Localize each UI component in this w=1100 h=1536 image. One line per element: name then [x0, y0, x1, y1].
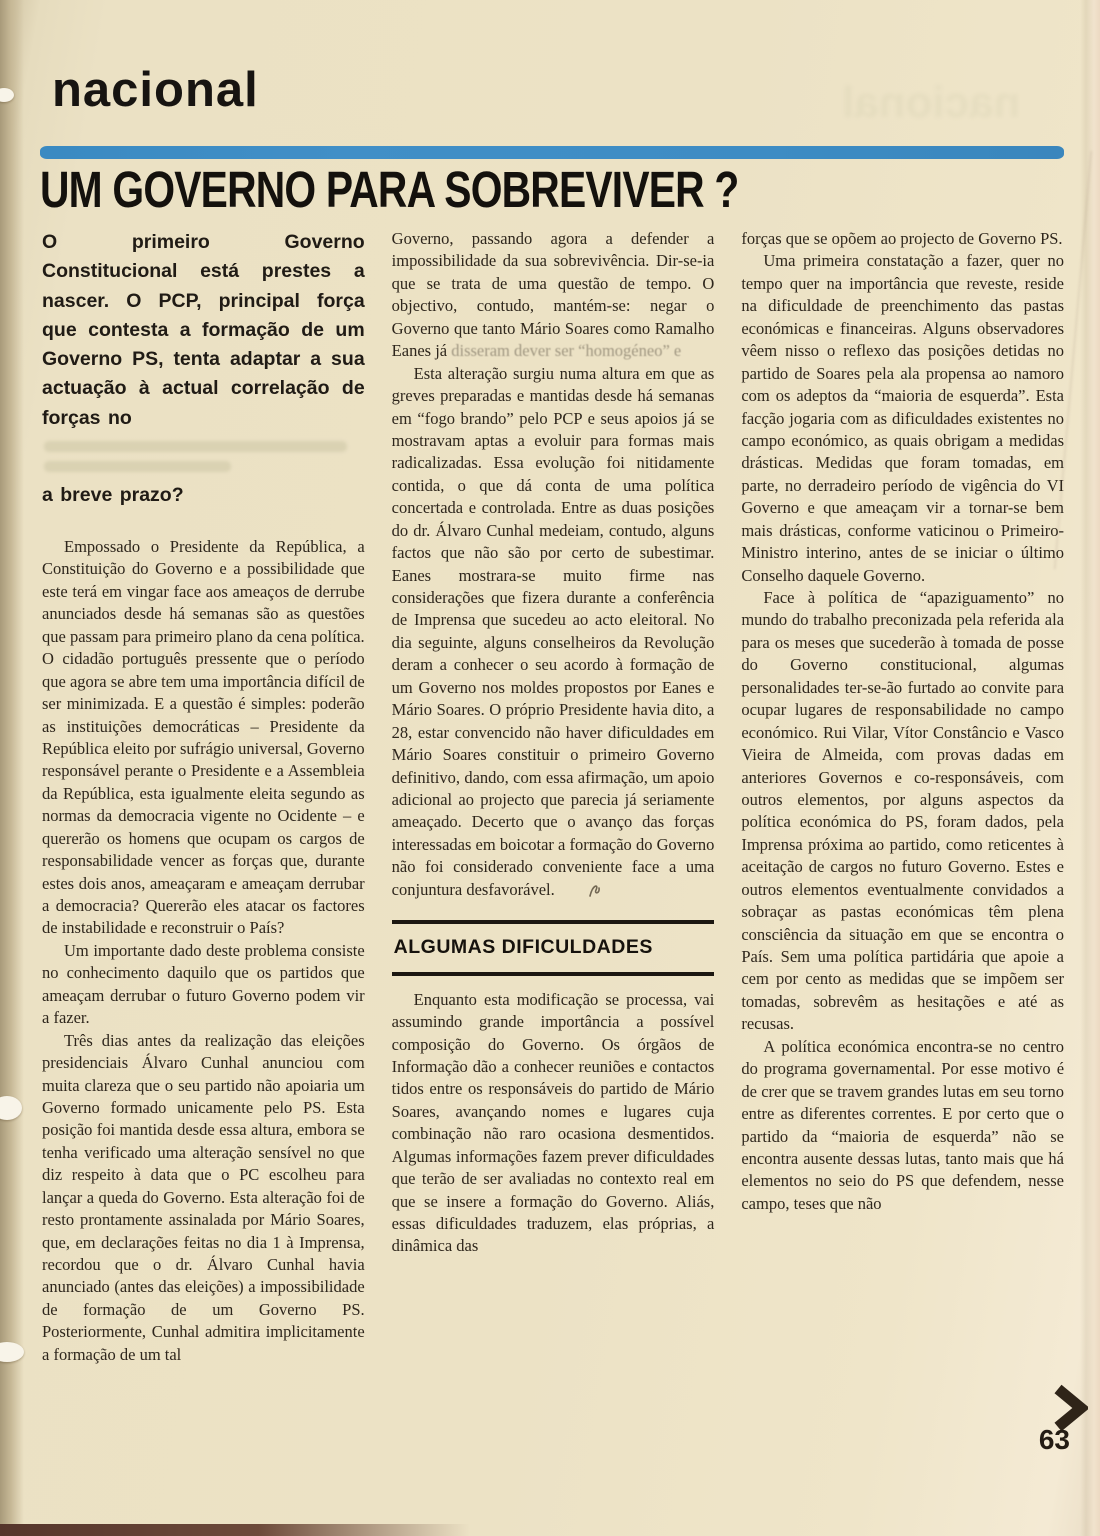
body-paragraph	[392, 228, 715, 363]
column-3	[741, 228, 1064, 1366]
lead-question: a breve prazo?	[42, 483, 184, 506]
paragraph-text: Governo, passando agora a defender a impossibilidade da sua sobrevivência. Dir-se-ia que se trata de uma questão de tempo. O objectivo, contudo, mantém-se: negar o Governo que tanto Mário Soares como Ramalho Eanes já	[391, 229, 715, 361]
column-1	[42, 228, 365, 1366]
body-paragraph: forças que se opõem ao projecto de Governo PS.	[741, 229, 1063, 248]
section-title: nacional	[52, 63, 259, 117]
body-paragraph: Empossado o Presidente da República, a Constituição do Governo e a possibilidade que este terá em vingar face aos ameaços de derrube anunciados desde há semanas são as questões que passam para primeiro plano da cena política. O cidadão português pressente que o período que agora se abre tem uma importância difícil de ser minimizada. E a questão é simples: poderão as instituições democráticas – Presidente da República eleito por sufrágio universal, Governo responsável perante o Presidente e a Assembleia da República, esta igualmente eleita segundo as normas da democracia vigente no Ocidente – e quererão os homens que ocupam os cargos de responsabilidade vencer as forças que, durante estes dois anos, ameaçaram e ameaçam derrubar a democracia? Quererão eles atacar os factores de instabilidade e reconstruir o País?	[42, 537, 365, 938]
body-paragraph: Face à política de “apaziguamento” no mundo do trabalho preconizada pela referida ala para os meses que sucederão à tomada de posse do Governo constitucional, algumas personalidades ter-se-ão furtado ao convite para ocupar lugares de responsabilidade no campo económico. Rui Vilar, Vítor Constâncio e Vasco Vieira de Almeida, com provas dadas em anteriores Governos e co-responsáveis, com outros elementos, por alguns aspectos da política económica do PS, foram dados, pela Imprensa próxima ao partido, como reticentes à aceitação de cargos no futuro Governo. Estes e outros elementos eventualmente convidados a sobraçar as pastas económicas têm plena consciência da situação em que se encontra o País. Sem uma política partidária que apoie a cem por cento as medidas que se impõem ser tomadas, sobrevêm as hesitações e até as recusas.	[741, 588, 1065, 1034]
page-binding-edge	[0, 0, 24, 1536]
page-number: 63	[1038, 1424, 1070, 1455]
article-columns	[42, 228, 1064, 1366]
section-heading: ALGUMAS DIFICULDADES	[392, 920, 715, 976]
lead-paragraph: O primeiro Governo Constitucional está prestes a nascer. O PCP, principal força que contesta a formação de um Governo PS, tenta adaptar a sua actuação à actual correlação de forças no	[42, 231, 365, 429]
article-title: UM GOVERNO PARA SOBREVIVER ?	[40, 161, 739, 218]
body-paragraph: Enquanto esta modificação se processa, vai assumindo grande importância a possível composição do Governo. Os órgãos de Informação dão a conhecer reuniões e contactos tidos entre os responsáveis do partido de Mário Soares, avançando nomes e lugares cuja combinação não raro ocasiona desmentidos. Algumas informações fazem prever dificuldades que terão de ser avaliadas no contexto real em que se insere a formação do Governo. Aliás, essas dificuldades traduzem, elas próprias, a dinâmica das	[391, 989, 715, 1256]
column-2	[392, 228, 715, 1366]
paragraph-text: Esta alteração surgiu numa altura em que as greves preparadas e mantidas desde há semanas em “fogo brando” pelo PCP e seus apoios já se mostravam aptas a evoluir para formas mais radicalizadas. Essa evolução foi nitidamente contida, o que dá conta de uma política concertada e controlada. Entre as duas posições do dr. Álvaro Cunhal medeiam, contudo, alguns factos que não são por certo de subestimar. Eanes mostrara-se muito firme nas considerações que fizera durante a conferência de Imprensa que sucedeu ao acto eleitoral. No dia seguinte, alguns conselheiros da Revolução deram a conhecer o seu acordo à formação de um Governo nos moldes propostos por Eanes e Mário Soares. O próprio Presidente havia dito, a 28, estar convencido não haver dificuldades em Mário Soares constituir o primeiro Governo definitivo, dando, com essa afirmação, um apoio adicional ao projecto que parecia já seriamente ameaçado. Decerto que o avanço das forças interessadas em boicotar a formação do Governo não foi considerado conveniente face a uma conjuntura desfavorável.	[391, 363, 715, 899]
body-paragraph: Uma primeira constatação a fazer, quer no tempo quer na importância que reveste, reside na dificuldade de preenchimento das pastas económicas e financeiras. Alguns observadores vêem nisso o reflexo das posições detidas no partido de Soares pela ala propensa ao namoro com os adeptos da “maioria de esquerda”. Esta facção jogaria com as dificuldades existentes no campo económico, as quais obrigam a medidas drásticas. Medidas que foram tomadas, em parte, no derradeiro período de vigência do VI Governo e que ameaçam vir a tornar-se bem mais drásticas, conforme vaticinou o Primeiro-Ministro interino, antes de se iniciar o último Conselho daquele Governo.	[741, 251, 1065, 585]
faded-showthrough-lines	[42, 433, 365, 481]
body-paragraph	[392, 363, 715, 906]
scribble-end-mark-icon	[565, 881, 603, 905]
body-paragraph: Um importante dado deste problema consiste no conhecimento daquilo que os partidos que ameaçam derrubar o futuro Governo podem vir a fazer.	[42, 940, 365, 1028]
faded-print-text: disseram dever ser “homogéneo” e	[451, 341, 682, 361]
faded-line	[44, 441, 347, 452]
body-paragraph: A política económica encontra-se no centro do programa governamental. Por esse motivo é de crer que se travem grandes lutas em seu torno entre as diferentes correntes. E por certo que o partido da “maioria de esquerda” não se encontra ausente dessas lutas, tanto mais que há elementos no seio do PS que defendem, nesse campo, teses que não	[741, 1036, 1065, 1213]
faded-line	[44, 461, 231, 472]
showthrough-ghost-text: nacional	[841, 78, 1020, 127]
page-bottom-edge	[0, 1524, 470, 1536]
body-paragraph: Três dias antes da realização das eleições presidenciais Álvaro Cunhal anunciou com muita clareza que o seu partido não apoiaria um Governo formado unicamente pelo PS. Esta posição foi mantida desde essa altura, embora se tenha verificado uma alteração sensível no que diz respeito à data que o PC escolheu para lançar a queda do Governo. Esta alteração foi de resto prontamente assinalada por Mário Soares, que, em declarações feitas no dia 1 à Imprensa, recordou que o dr. Álvaro Cunhal havia anunciado (antes das eleições) a impossibilidade de formação de um Governo PS. Posteriormente, Cunhal admitira implicitamente a formação de um tal	[42, 1030, 365, 1364]
accent-bar	[40, 146, 1064, 159]
